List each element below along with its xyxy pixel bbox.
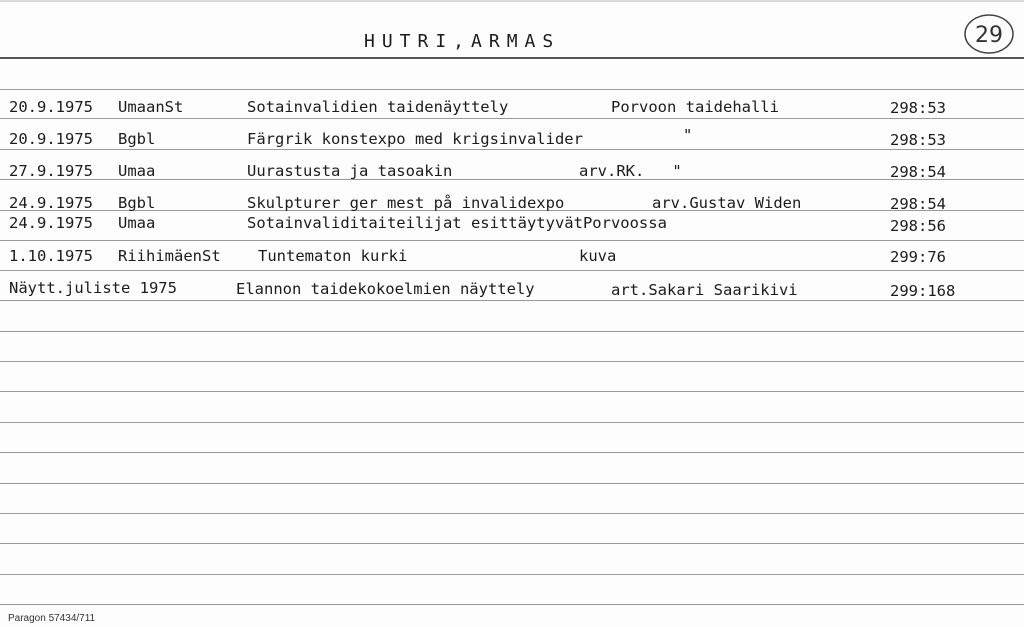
header-rule	[0, 57, 1024, 59]
entry-title: Tuntematon kurki	[258, 247, 408, 265]
entry-source: Umaa	[118, 162, 156, 180]
card-top-edge	[0, 0, 1024, 2]
entry-title: Sotainvaliditaiteilijat esittäytyvätPorvoossa	[247, 214, 667, 232]
ruled-line	[0, 604, 1024, 605]
ruled-line	[0, 118, 1024, 119]
entry-ref: 298:53	[890, 99, 946, 117]
entry-source: RiihimäenSt	[118, 247, 221, 265]
entry-date: 24.9.1975	[9, 194, 93, 212]
entry-date: 20.9.1975	[9, 98, 93, 116]
entry-date: 27.9.1975	[9, 162, 93, 180]
entry-source: Bgbl	[118, 194, 156, 212]
ruled-line	[0, 452, 1024, 453]
ruled-line	[0, 361, 1024, 362]
entry-title: Färgrik konstexpo med krigsinvalider	[247, 130, 583, 148]
entry-date: Näytt.juliste 1975	[9, 279, 177, 297]
entry-place: "	[683, 126, 693, 144]
entry-title: Uurastusta ja tasoakin	[247, 162, 453, 180]
entry-place: Porvoon taidehalli	[611, 98, 779, 116]
stamp-circle-icon	[962, 12, 1016, 56]
stamp-number: 29	[975, 23, 1003, 48]
entry-date: 20.9.1975	[9, 130, 93, 148]
ruled-line	[0, 331, 1024, 332]
entry-source: UmaanSt	[118, 98, 184, 116]
ruled-line	[0, 240, 1024, 241]
entry-place: kuva	[579, 247, 617, 265]
entry-date: 24.9.1975	[9, 214, 93, 232]
ruled-line	[0, 89, 1024, 90]
entry-date: 1.10.1975	[9, 247, 93, 265]
ruled-line	[0, 574, 1024, 575]
ruled-line	[0, 300, 1024, 301]
ruled-line	[0, 270, 1024, 271]
entry-ref: 298:53	[890, 131, 946, 149]
ruled-line	[0, 422, 1024, 423]
entry-title: Elannon taidekokoelmien näyttely	[236, 280, 535, 298]
entry-source: Umaa	[118, 214, 156, 232]
ruled-line	[0, 483, 1024, 484]
footer-print-code: Paragon 57434/711	[8, 613, 96, 624]
card-title: HUTRI,ARMAS	[364, 31, 561, 52]
entry-title: Sotainvalidien taidenäyttely	[247, 98, 509, 116]
entry-ref: 298:54	[890, 195, 946, 213]
entry-ref: 299:168	[890, 282, 956, 300]
entry-place: art.Sakari Saarikivi	[611, 281, 798, 299]
ruled-line	[0, 543, 1024, 544]
ruled-line	[0, 513, 1024, 514]
ruled-line	[0, 391, 1024, 392]
entry-ref: 298:56	[890, 217, 946, 235]
entry-ref: 299:76	[890, 248, 946, 266]
entry-ref: 298:54	[890, 163, 946, 181]
entry-place: arv.RK. "	[579, 162, 682, 180]
ruled-line	[0, 149, 1024, 150]
entry-title: Skulpturer ger mest på invalidexpo	[247, 194, 565, 212]
entry-place: arv.Gustav Widen	[652, 194, 802, 212]
entry-source: Bgbl	[118, 130, 156, 148]
